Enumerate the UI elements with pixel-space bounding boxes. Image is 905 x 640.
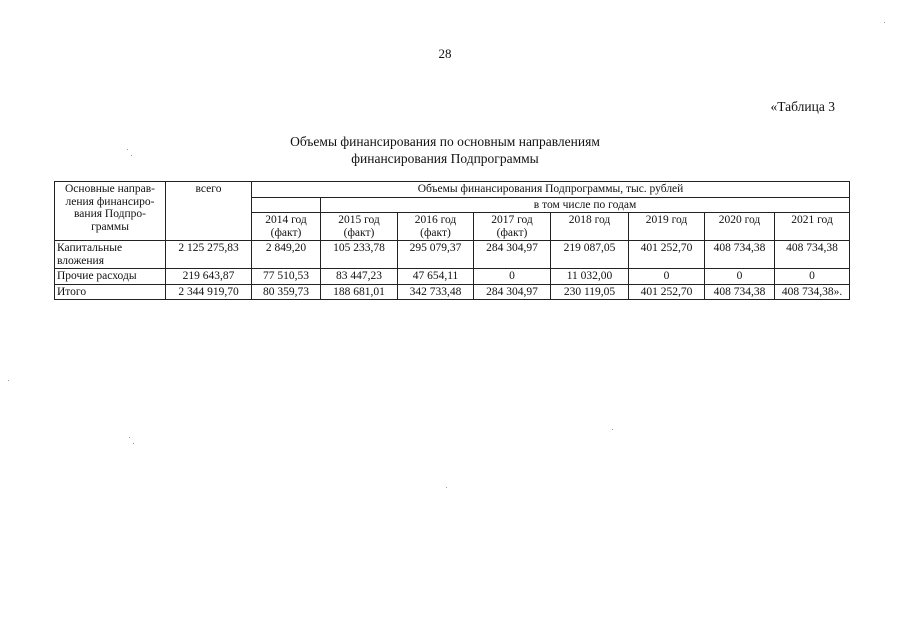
scan-speck (129, 437, 130, 438)
row-value: 342 733,48 (398, 284, 474, 300)
scan-speck (133, 443, 134, 444)
scan-speck (8, 380, 9, 381)
header-subgroup: в том числе по годам (321, 197, 850, 213)
header-year: 2019 год (629, 213, 705, 241)
row-value: 0 (629, 269, 705, 285)
row-name: Прочие расходы (55, 269, 166, 285)
financing-table (54, 181, 850, 300)
row-value: 47 654,11 (398, 269, 474, 285)
row-value: 284 304,97 (474, 284, 551, 300)
header-year: 2020 год (705, 213, 775, 241)
header-main-direction: Основные направ-ления финансиро-вания Подпро-граммы (55, 182, 166, 241)
header-total: всего (166, 182, 252, 241)
header-year: 2018 год (551, 213, 629, 241)
row-value: 408 734,38». (775, 284, 850, 300)
table-row (55, 284, 850, 300)
row-value: 284 304,97 (474, 241, 551, 269)
row-value: 0 (775, 269, 850, 285)
title-line-2: финансирования Подпрограммы (351, 151, 539, 166)
scan-speck (612, 429, 613, 430)
row-value: 401 252,70 (629, 284, 705, 300)
title-line-1: Объемы финансирования по основным направлениям (290, 134, 600, 149)
table-label: «Таблица 3 (770, 99, 835, 114)
scan-speck (131, 155, 132, 156)
header-year: 2015 год (факт) (321, 213, 398, 241)
row-value: 0 (705, 269, 775, 285)
row-value: 401 252,70 (629, 241, 705, 269)
header-row-1 (55, 182, 850, 198)
table-title (0, 133, 890, 167)
scan-speck (884, 22, 885, 23)
row-value: 0 (474, 269, 551, 285)
header-year: 2017 год (факт) (474, 213, 551, 241)
row-value: 2 849,20 (252, 241, 321, 269)
row-value: 11 032,00 (551, 269, 629, 285)
row-value: 408 734,38 (775, 241, 850, 269)
row-value: 230 119,05 (551, 284, 629, 300)
table-row (55, 241, 850, 269)
header-empty-cell (252, 197, 321, 213)
row-total: 219 643,87 (166, 269, 252, 285)
row-value: 408 734,38 (705, 241, 775, 269)
scan-speck (446, 487, 447, 488)
row-value: 219 087,05 (551, 241, 629, 269)
row-name: Капитальные вложения (55, 241, 166, 269)
row-value: 80 359,73 (252, 284, 321, 300)
row-value: 105 233,78 (321, 241, 398, 269)
row-total: 2 344 919,70 (166, 284, 252, 300)
row-total: 2 125 275,83 (166, 241, 252, 269)
scan-speck (127, 149, 128, 150)
row-value: 188 681,01 (321, 284, 398, 300)
row-value: 408 734,38 (705, 284, 775, 300)
row-name: Итого (55, 284, 166, 300)
page-number: 28 (438, 46, 452, 61)
header-year: 2014 год (факт) (252, 213, 321, 241)
table-row (55, 269, 850, 285)
header-year: 2016 год (факт) (398, 213, 474, 241)
row-value: 83 447,23 (321, 269, 398, 285)
header-year: 2021 год (775, 213, 850, 241)
row-value: 295 079,37 (398, 241, 474, 269)
row-value: 77 510,53 (252, 269, 321, 285)
header-group: Объемы финансирования Подпрограммы, тыс. рублей (252, 182, 850, 198)
